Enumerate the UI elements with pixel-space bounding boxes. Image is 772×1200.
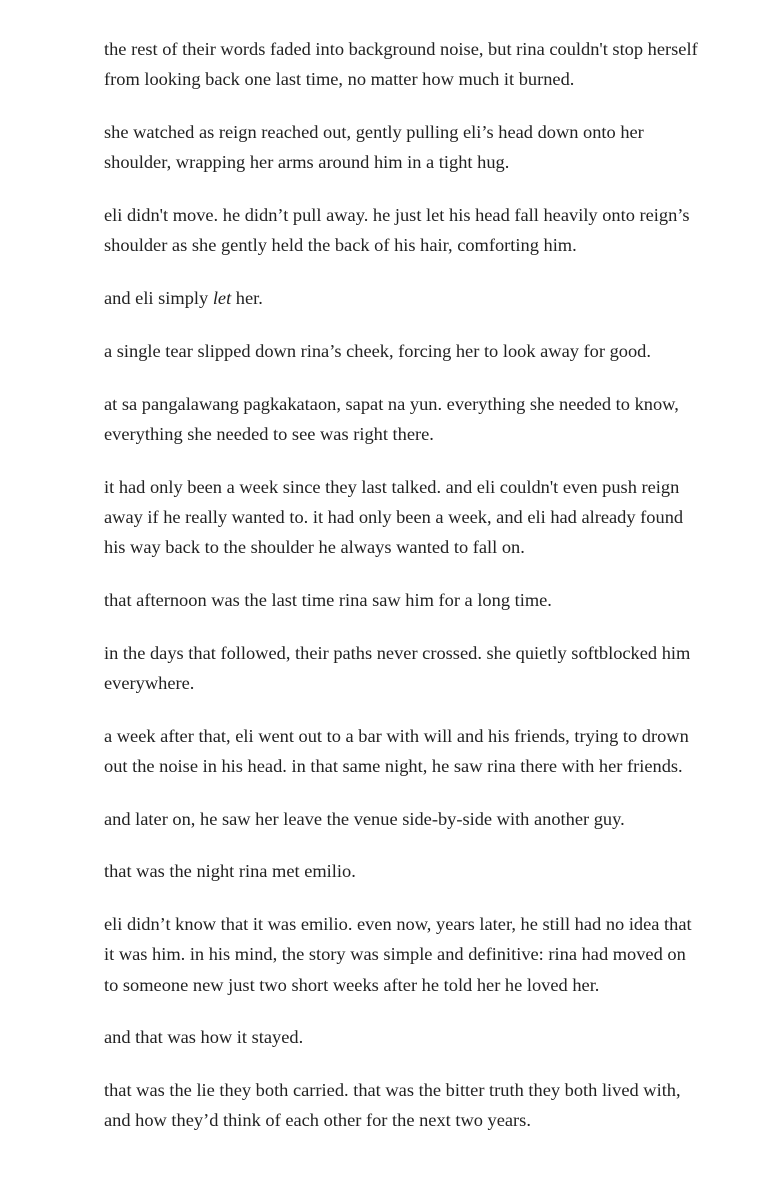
paragraph-15: that was the lie they both carried. that was the bitter truth they both lived with, and how they’d think of each other for the next two years. <box>104 1080 681 1131</box>
paragraph-14: and that was how it stayed. <box>104 1027 304 1048</box>
paragraph-3: eli didn't move. he didn’t pull away. he just let his head fall heavily onto reign’s shoulder as she gently held the back of his hair, comforting him. <box>104 205 690 256</box>
paragraph-2: she watched as reign reached out, gently pulling eli’s head down onto her shoulder, wrapping her arms around him in a tight hug. <box>104 122 644 173</box>
paragraph-4 <box>104 283 704 313</box>
paragraph-8: that afternoon was the last time rina saw him for a long time. <box>104 589 552 610</box>
paragraph-10: a week after that, eli went out to a bar with will and his friends, trying to drown out the noise in his head. in that same night, he saw rina there with her friends. <box>104 725 689 776</box>
paragraph-7: it had only been a week since they last talked. and eli couldn't even push reign away if he really wanted to. it had only been a week, and eli had already found his way back to the shoulder he always wanted to fall on. <box>104 476 684 557</box>
paragraph-4-tail: her. <box>231 288 263 308</box>
paragraph-5: a single tear slipped down rina’s cheek, forcing her to look away for good. <box>104 340 651 361</box>
paragraph-11: and later on, he saw her leave the venue side-by-side with another guy. <box>104 808 625 829</box>
paragraph-4-lead: and eli simply <box>104 288 213 308</box>
paragraph-13: eli didn’t know that it was emilio. even now, years later, he still had no idea that it was him. in his mind, the story was simple and definitive: rina had moved on to someone new just two short weeks after he told her he loved her. <box>104 914 692 995</box>
paragraph-9: in the days that followed, their paths never crossed. she quietly softblocked him everywhere. <box>104 642 691 693</box>
story-text-body <box>104 34 704 1158</box>
paragraph-4-emphasis: let <box>212 288 232 308</box>
paragraph-6: at sa pangalawang pagkakataon, sapat na yun. everything she needed to know, everything she needed to see was right there. <box>104 393 679 444</box>
paragraph-12: that was the night rina met emilio. <box>104 861 356 882</box>
paragraph-1: the rest of their words faded into background noise, but rina couldn't stop herself from looking back one last time, no matter how much it burned. <box>104 39 698 90</box>
